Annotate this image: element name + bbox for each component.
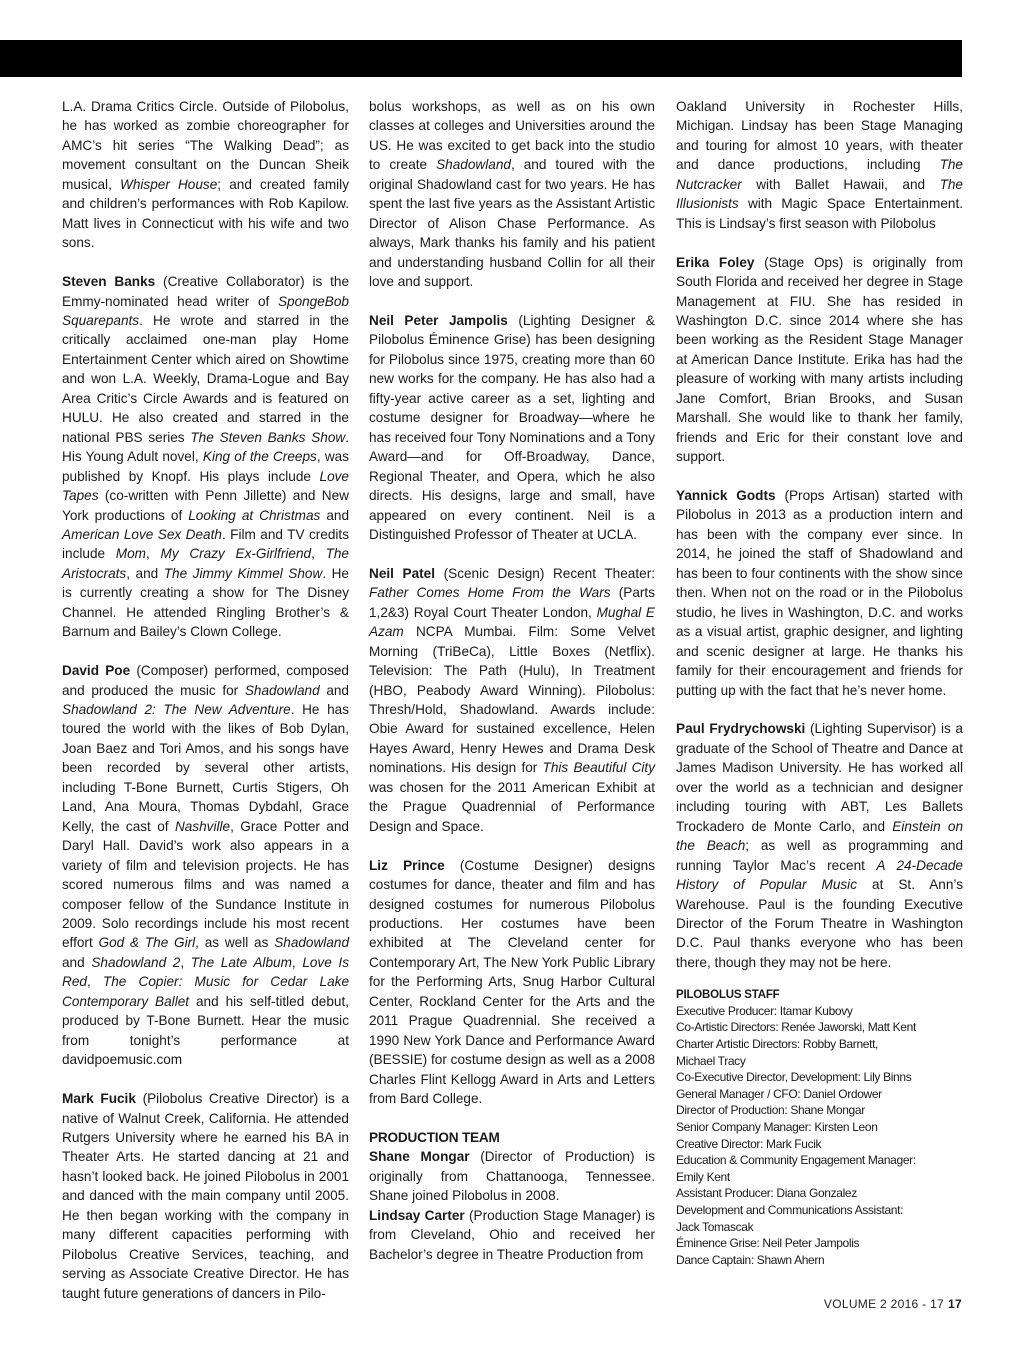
bio-david-poe: David Poe (Composer) performed, composed and produced the music for Shadowland and Shadowland 2: The New Adventure. He has toured the world with the likes of Bob Dylan, Joan Baez and Tori Amos, and his songs have been recorded by several other artists, including T-Bone Burnett, Curtis Stigers, Oh Land, Ana Moura, Thomas Dybdahl, Grace Kelly, the cast of Nashville, Grace Potter and Daryl Hall. David’s work also appears in a variety of film and television projects. He has scored numerous films and was named a composer fellow of the Sundance Institute in 2009. Solo recordings include his most recent effort God & The Girl, as well as Shadowland and Shadowland 2, The Late Album, Love Is Red, The Copier: Music for Cedar Lake Contemporary Ballet and his self-titled debut, produced by T-Bone Burnett. Hear the music from tonight’s performance at davidpoemusic.com [62,663,350,1068]
staff-line: Co-Artistic Directors: Renée Jaworski, Matt Kent [676,1020,916,1035]
bio-name: David Poe [62,663,131,679]
header-bar [0,40,962,77]
staff-line: Development and Communications Assistant: [676,1202,904,1217]
bio-steven-banks: Steven Banks (Creative Collaborator) is the Emmy-nominated head writer of SpongeBob Squarepants. He wrote and starred in the critically acclaimed one-man play Home Entertainment Center which aired on Showtime and won L.A. Weekly, Drama-Logue and Bay Area Critic’s Circle Awards and is featured on HULU. He also created and starred in the national PBS series The Steven Banks Show. His Young Adult novel, King of the Creeps, was published by Knopf. His plays include Love Tapes (co-written with Penn Jillette) and New York productions of Looking at Christmas and American Love Sex Death. Film and TV credits include Mom, My Crazy Ex-Girlfriend, The Aristocrats, and The Jimmy Kimmel Show. He is currently creating a show for The Disney Channel. He attended Ringling Brother’s & Barnum and Bailey’s Clown College. [62,274,350,640]
text-column-3 [676,97,963,1268]
bio-name: Liz Prince [369,857,445,873]
page-footer [824,1297,962,1311]
text-column-1 [62,97,349,1303]
bio-paul-frydrychowski: Paul Frydrychowski (Lighting Supervisor) is a graduate of the School of Theatre and Dance at James Madison University. He has worked all over the world as a technician and designer including touring with ABT, Les Ballets Trockadero de Monte Carlo, and Einstein on the Beach; as well as programming and running Taylor Mac’s recent A 24-Decade History of Popular Music at St. Ann’s Warehouse. Paul is the founding Executive Director of the Forum Theatre in Washington D.C. Paul thanks everyone who has been there, though they may not be here. [676,721,964,970]
bio-mark-fucik: Mark Fucik (Pilobolus Creative Director) is a native of Walnut Creek, California. He attended Rutgers University where he earned his BA in Theater Arts. He started dancing at 21 and hasn’t looked back. He joined Pilobolus in 2001 and danced with the main company until 2005. He then began working with the company in many different capacities performing with Pilobolus Creative Services, teaching, and serving as Associate Creative Director. He has taught future generations of dancers in Pilo- [62,1091,350,1301]
staff-line: Jack Tomascak [676,1219,754,1234]
bio-paragraph: bolus workshops, as well as on his own classes at colleges and Universities around the US. He was excited to get back into the studio to create Shadowland, and toured with the original Shadowland cast for two years. He has spent the last five years as the Assistant Artistic Director of Alison Chase Performance. As always, Mark thanks his family and his patient and understanding husband Collin for all their love and support. [369,99,655,290]
staff-line: Éminence Grise: Neil Peter Jampolis [676,1236,860,1251]
bio-shane-mongar: Shane Mongar (Director of Production) is originally from Chattanooga, Tennessee. Shane joined Pilobolus in 2008. [369,1149,655,1204]
bio-erika-foley: Erika Foley (Stage Ops) is originally from South Florida and received her degree in Stage Management at FIU. She has resided in Washington D.C. since 2014 where she has been working as the Resident Stage Manager at American Dance Institute. Erika has had the pleasure of working with many artists including Jane Comfort, Brian Brooks, and Susan Marshall. She would like to thank her family, friends and Eric for their constant love and support. [676,254,963,465]
text-column-2 [369,97,655,1264]
bio-name: Neil Peter Jampolis [369,312,508,328]
staff-line: Emily Kent [676,1169,730,1184]
staff-line: Executive Producer: Itamar Kubovy [676,1003,853,1018]
bio-name: Neil Patel [369,565,436,581]
staff-list [676,988,963,1269]
staff-line: Michael Tracy [676,1053,746,1068]
staff-heading: PILOBOLUS STAFF [676,988,780,1001]
bio-paragraph: L.A. Drama Critics Circle. Outside of Pilobolus, he has worked as zombie choreographer for AMC’s hit series “The Walking Dead”; as movement consultant on the Duncan Sheik musical, Whisper House; and created family and children’s performances with Rob Kapilow. Matt lives in Connecticut with his wife and two sons. [62,99,349,251]
bio-name: Steven Banks [62,274,156,290]
bio-neil-peter-jampolis: Neil Peter Jampolis (Lighting Designer & Pilobolus Éminence Grise) has been designing for Pilobolus since 1975, creating more than 60 new works for the company. He has also had a fifty-year active career as a set, lighting and costume designer for Broadway—where he has received four Tony Nominations and a Tony Award—and for Off-Broadway, Dance, Regional Theater, and Opera, which he also directs. His designs, large and small, have appeared on every continent. Neil is a Distinguished Professor of Theater at UCLA. [369,312,655,542]
staff-line: Education & Community Engagement Manager: [676,1153,916,1168]
bio-lindsay-carter: Lindsay Carter (Production Stage Manager) is from Cleveland, Ohio and received her Bachelor’s degree in Theatre Production from [369,1207,655,1262]
staff-line: Director of Production: Shane Mongar [676,1103,865,1118]
volume-label: VOLUME 2 2016 - 17 [823,1297,945,1311]
bio-liz-prince: Liz Prince (Costume Designer) designs costumes for dance, theater and film and has designed costumes for numerous Pilobolus productions. Her costumes have been exhibited at The Cleveland center for Contemporary Art, The New York Public Library for the Performing Arts, Snug Harbor Cultural Center, Rockland Center for the Arts and the 2011 Prague Quadrennial. She received a 1990 New York Dance and Performance Award (BESSIE) for costume design as well as a 2008 Charles Flint Kellogg Award in Arts and Letters from Bard College. [369,857,655,1107]
bio-yannick-godts: Yannick Godts (Props Artisan) started with Pilobolus in 2013 as a production intern and has been with the company ever since. In 2014, he joined the staff of Shadowland and has been to four continents with the show since then. When not on the road or in the Pilobolus studio, he lives in Washington, D.C. and works as a visual artist, graphic designer, and lighting and scenic designer at large. He thanks his family for their encouragement and friends for putting up with the fact that he’s never home. [676,488,963,698]
production-team-section [369,1128,655,1206]
page-number: 17 [948,1297,962,1311]
staff-line: General Manager / CFO: Daniel Ordower [676,1086,882,1101]
staff-line: Co-Executive Director, Development: Lily Binns [676,1070,912,1085]
staff-line: Creative Director: Mark Fucik [676,1136,822,1151]
section-heading: PRODUCTION TEAM [369,1129,500,1145]
bio-name: Lindsay Carter [369,1207,465,1223]
staff-line: Senior Company Manager: Kirsten Leon [676,1119,878,1134]
bio-name: Shane Mongar [369,1149,470,1165]
bio-paragraph: Oakland University in Rochester Hills, Michigan. Lindsay has been Stage Managing and touring for almost 10 years, with theater and dance productions, including The Nutcracker with Ballet Hawaii, and The Illusionists with Magic Space Entertainment. This is Lindsay’s first season with Pilobolus [676,99,963,231]
staff-line: Dance Captain: Shawn Ahern [676,1252,825,1267]
bio-name: Paul Frydrychowski [676,721,806,737]
bio-name: Yannick Godts [676,488,776,504]
bio-name: Mark Fucik [62,1091,136,1107]
bio-neil-patel: Neil Patel (Scenic Design) Recent Theater: Father Comes Home From the Wars (Parts 1,2&3) Royal Court Theater London, Mughal E Azam NCPA Mumbai. Film: Some Velvet Morning (TriBeCa), Little Boxes (Netflix). Television: The Path (Hulu), In Treatment (HBO, Peabody Award Winning). Pilobolus: Thresh/Hold, Shadowland. Awards include: Obie Award for sustained excellence, Helen Hayes Award, Henry Hewes and Drama Desk nominations. His design for This Beautiful City was chosen for the 2011 American Exhibit at the Prague Quadrennial of Performance Design and Space. [369,565,656,834]
staff-line: Assistant Producer: Diana Gonzalez [676,1186,857,1201]
staff-line: Charter Artistic Directors: Robby Barnett, [676,1036,879,1051]
bio-name: Erika Foley [676,254,755,270]
